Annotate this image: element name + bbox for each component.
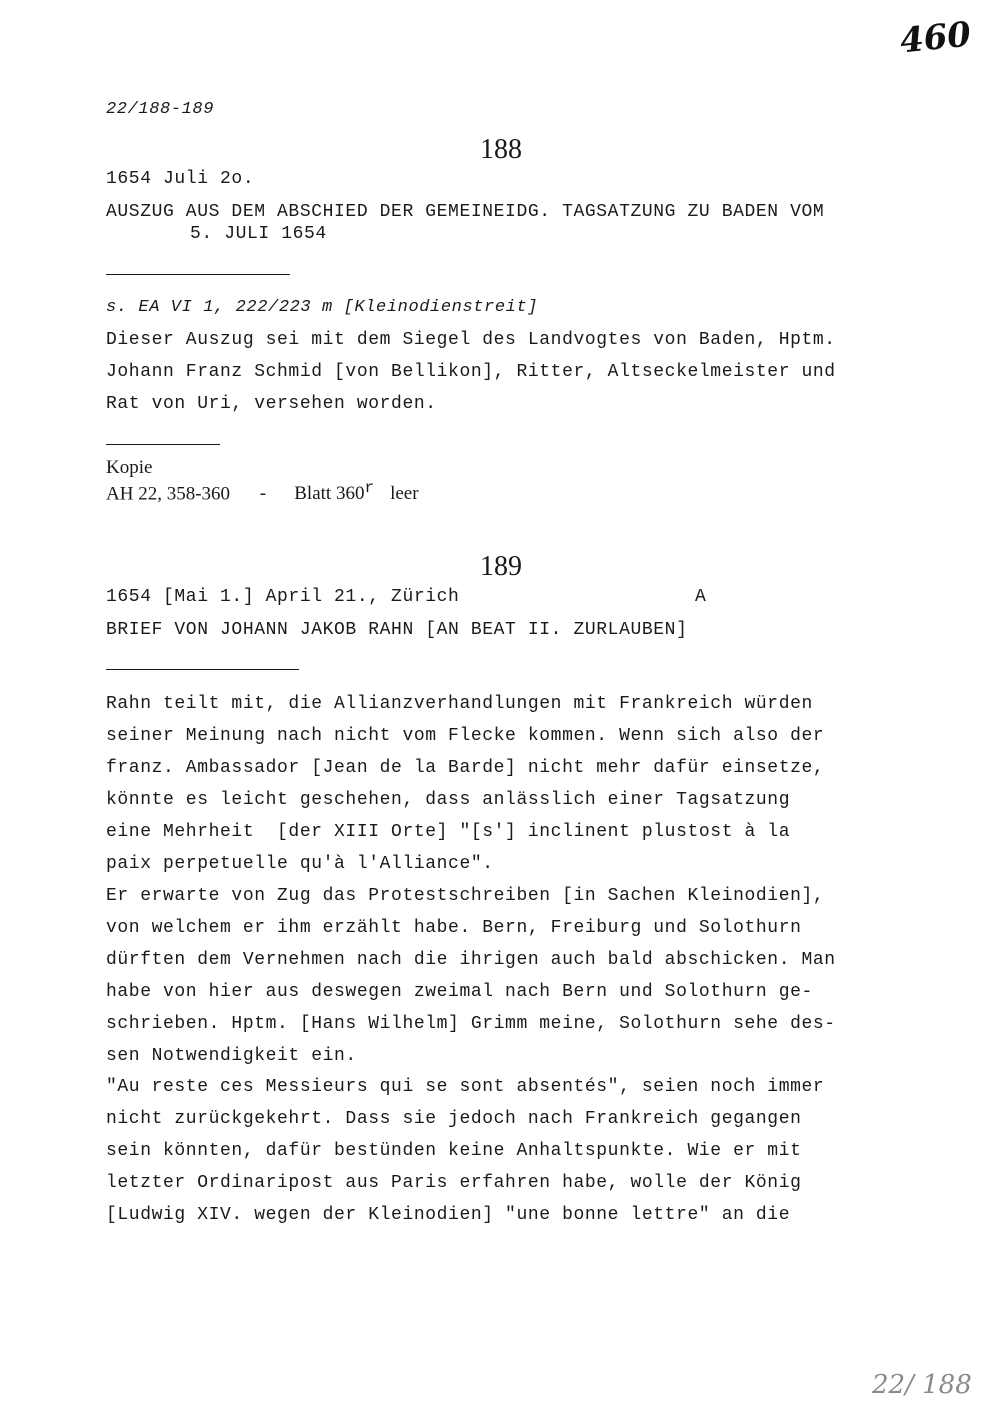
archive-prefix: AH 22, 358-360 <box>106 483 231 505</box>
doc189-body-line: von welchem er ihm erzählt habe. Bern, Freiburg und Solothurn <box>106 918 802 938</box>
file-reference: 22/188-189 <box>106 100 215 119</box>
doc188-body-line: Rat von Uri, versehen worden. <box>106 394 437 414</box>
doc189-title: BRIEF VON JOHANN JAKOB RAHN [AN BEAT II. ZURLAUBEN] <box>106 620 688 640</box>
doc188-archive-line <box>106 479 419 505</box>
doc189-body-line: schrieben. Hptm. [Hans Wilhelm] Grimm meine, Solothurn sehe des- <box>106 1014 836 1034</box>
doc188-reference: s. EA VI 1, 222/223 m [Kleinodienstreit] <box>106 298 539 317</box>
archive-dash: - <box>257 485 269 506</box>
doc189-body-line: nicht zurückgekehrt. Dass sie jedoch nach Frankreich gegangen <box>106 1109 802 1129</box>
doc189-body-line: [Ludwig XIV. wegen der Kleinodien] "une bonne lettre" an die <box>106 1205 791 1225</box>
doc189-body-line: franz. Ambassador [Jean de la Barde] nicht mehr dafür einsetze, <box>106 758 825 778</box>
doc189-body-line: Er erwarte von Zug das Protestschreiben [in Sachen Kleinodien], <box>106 886 825 906</box>
doc188-body-line: Johann Franz Schmid [von Bellikon], Ritter, Altseckelmeister und <box>106 362 836 382</box>
doc189-number: 189 <box>480 551 522 582</box>
doc188-number: 188 <box>480 134 522 165</box>
handwritten-page-number: 460 <box>898 14 973 62</box>
doc188-copy-separator <box>106 444 220 445</box>
doc188-date: 1654 Juli 2o. <box>106 169 255 189</box>
doc189-body-line: sein könnten, dafür bestünden keine Anhaltspunkte. Wie er mit <box>106 1141 802 1161</box>
doc188-separator <box>106 274 290 275</box>
doc189-body-line: könnte es leicht geschehen, dass anlässlich einer Tagsatzung <box>106 790 791 810</box>
doc189-body-line: habe von hier aus deswegen zweimal nach Bern und Solothurn ge- <box>106 982 813 1002</box>
doc189-marker: A <box>695 587 707 607</box>
doc189-separator <box>106 669 299 670</box>
doc189-body-line: dürften dem Vernehmen nach die ihrigen auch bald abschicken. Man <box>106 950 836 970</box>
doc189-body-line: seiner Meinung nach nicht vom Flecke kommen. Wenn sich also der <box>106 726 825 746</box>
doc189-body-line: "Au reste ces Messieurs qui se sont absentés", seien noch immer <box>106 1077 825 1097</box>
doc189-body-line: paix perpetuelle qu'à l'Alliance". <box>106 854 494 874</box>
archive-sup: r <box>364 479 375 497</box>
archive-suffix: leer <box>390 483 419 505</box>
doc188-body-line: Dieser Auszug sei mit dem Siegel des Landvogtes von Baden, Hptm. <box>106 330 836 350</box>
doc189-body-line: Rahn teilt mit, die Allianzverhandlungen mit Frankreich würden <box>106 694 813 714</box>
doc189-date: 1654 [Mai 1.] April 21., Zürich <box>106 587 460 607</box>
footer-handwritten-mark: 22/ 188 <box>872 1370 972 1400</box>
doc188-copy-label: Kopie <box>106 457 153 478</box>
archive-blatt: Blatt 360 <box>294 483 365 505</box>
doc189-body-line: letzter Ordinaripost aus Paris erfahren habe, wolle der König <box>106 1173 802 1193</box>
doc188-title-line1: AUSZUG AUS DEM ABSCHIED DER GEMEINEIDG. TAGSATZUNG ZU BADEN VOM <box>106 202 825 222</box>
doc189-body-line: sen Notwendigkeit ein. <box>106 1046 357 1066</box>
doc188-title-line2: 5. JULI 1654 <box>190 224 327 244</box>
doc189-body-line: eine Mehrheit [der XIII Orte] "[s'] inclinent plustost à la <box>106 822 791 842</box>
